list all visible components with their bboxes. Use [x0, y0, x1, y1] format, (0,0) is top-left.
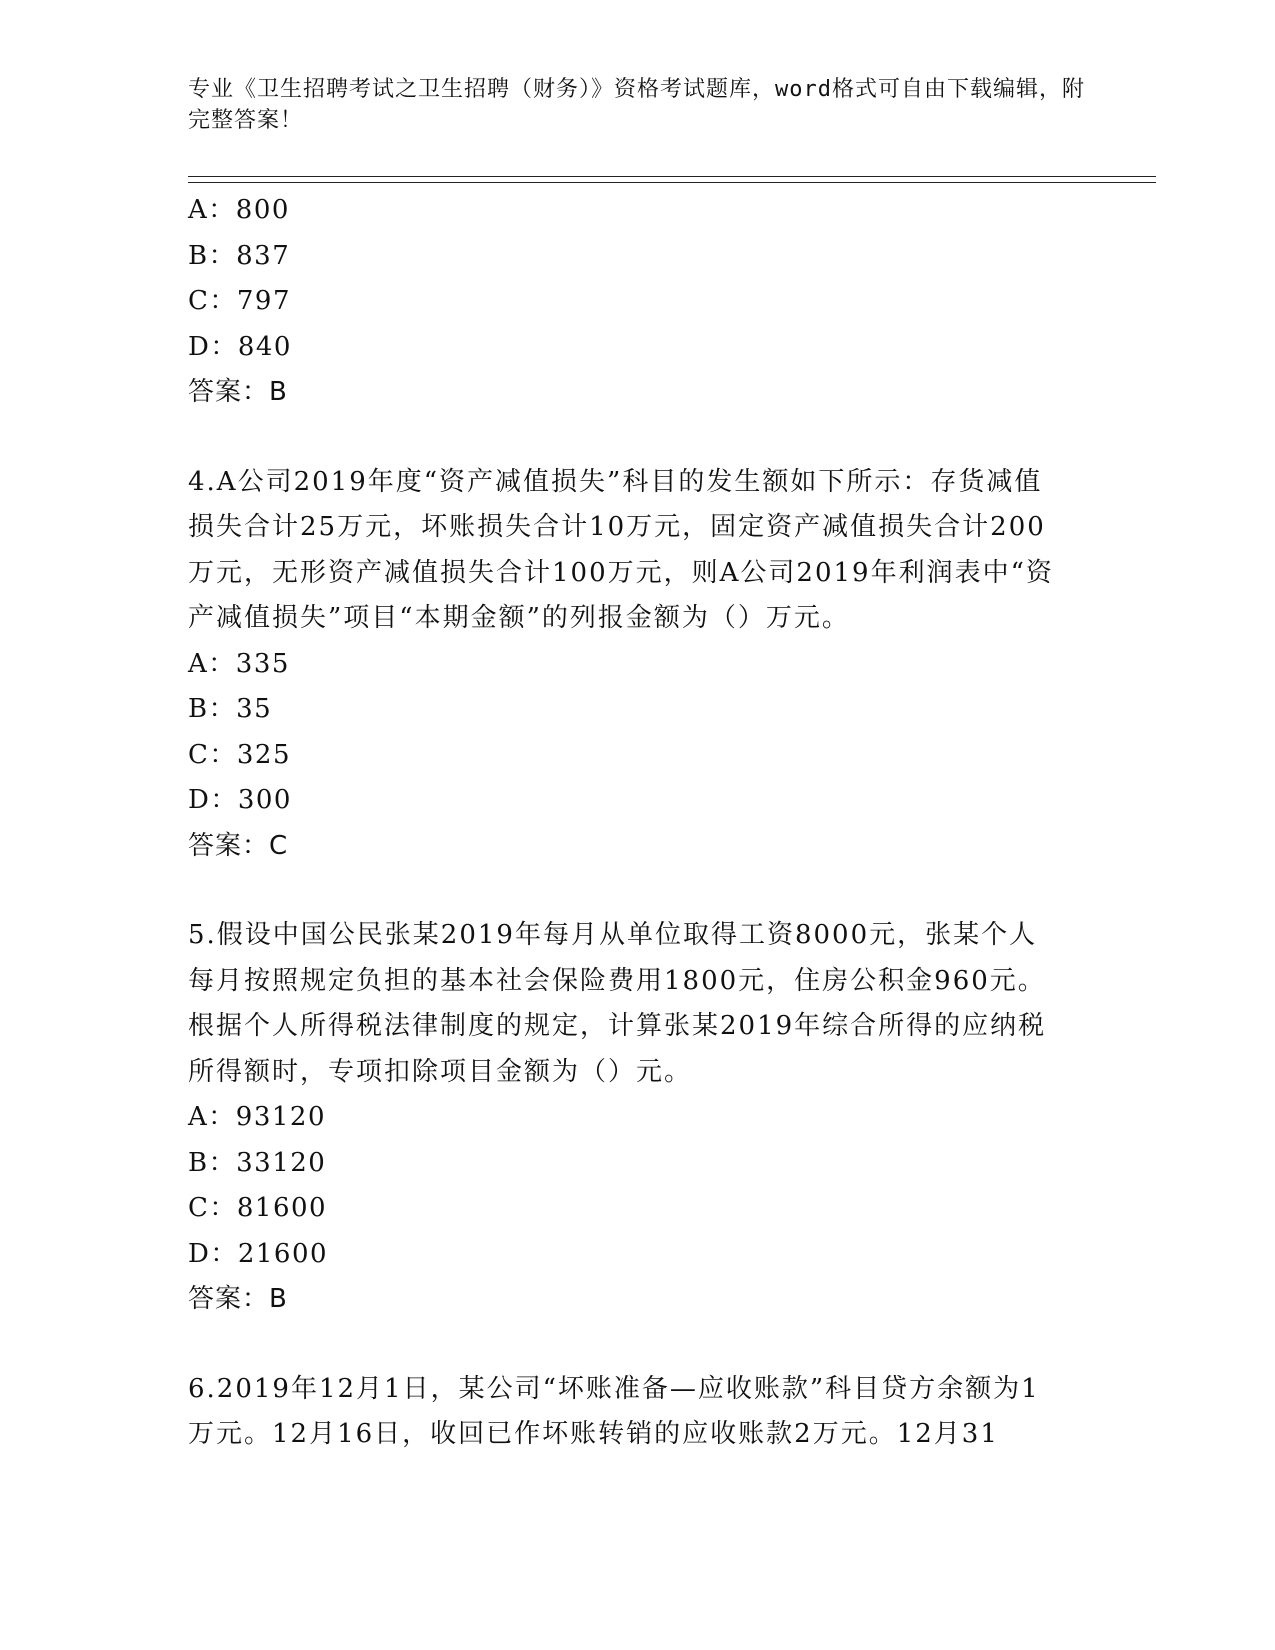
option-a: A：335: [188, 648, 290, 679]
spacer: [188, 869, 1088, 913]
header-rule-bottom: [188, 182, 1156, 183]
option-a: A：800: [188, 195, 290, 225]
option-c: C：325: [188, 739, 292, 770]
answer: 答案：C: [188, 830, 289, 861]
document-header: [188, 74, 1088, 136]
question-3-block: [188, 188, 1088, 416]
question-6-block: [188, 1367, 1088, 1458]
option-a: A：93120: [188, 1102, 326, 1132]
option-d: D：21600: [188, 1238, 329, 1269]
question-text: 5.假设中国公民张某2019年每月从单位取得工资8000元，张某个人每月按照规定负担的基本社会保险费用1800元，住房公积金960元。根据个人所得税法律制度的规定，计算张某2019年综合所得的应纳税所得额时，专项扣除项目金额为（）元。: [188, 920, 1047, 1087]
option-b: B：33120: [188, 1147, 327, 1178]
option-d: D：840: [188, 331, 292, 362]
spacer: [188, 416, 1088, 460]
question-5-block: [188, 913, 1088, 1323]
option-b: B：35: [188, 694, 273, 724]
document-body: [188, 188, 1088, 1458]
option-c: C：797: [188, 286, 292, 316]
option-c: C：81600: [188, 1193, 328, 1223]
question-4-block: [188, 460, 1088, 870]
answer: 答案：B: [188, 377, 288, 407]
question-text: 6.2019年12月1日，某公司“坏账准备—应收账款”科目贷方余额为1万元。12月16日，收回已作坏账转销的应收账款2万元。12月31: [188, 1373, 1040, 1449]
spacer: [188, 1323, 1088, 1367]
option-d: D：300: [188, 785, 292, 815]
answer: 答案：B: [188, 1284, 288, 1314]
header-title: 专业《卫生招聘考试之卫生招聘（财务）》资格考试题库，word格式可自由下载编辑，附完整答案！: [188, 77, 1085, 133]
option-b: B：837: [188, 240, 291, 271]
question-text: 4.A公司2019年度“资产减值损失”科目的发生额如下所示：存货减值损失合计25万元，坏账损失合计10万元，固定资产减值损失合计200万元，无形资产减值损失合计100万元，则A公司2019年利润表中“资产减值损失”项目“本期金额”的列报金额为（）万元。: [188, 466, 1054, 633]
header-rule-top: [188, 176, 1156, 177]
